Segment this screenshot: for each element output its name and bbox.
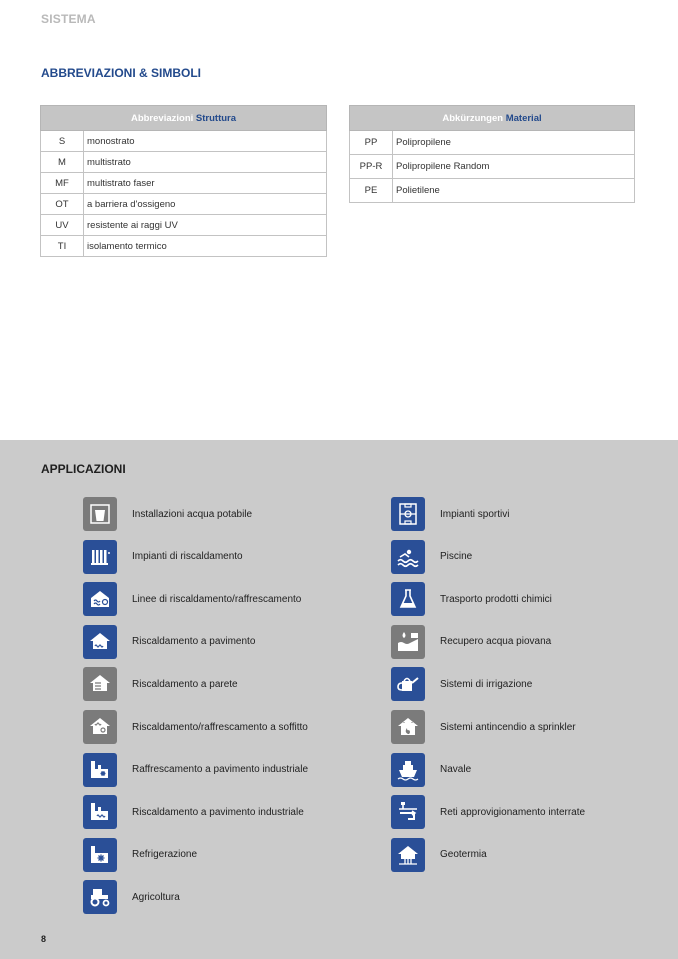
application-item — [83, 625, 255, 659]
application-label: Recupero acqua piovana — [440, 636, 552, 648]
application-item — [391, 582, 552, 616]
application-item — [83, 582, 301, 616]
application-label: Reti approvigionamento interrate — [440, 806, 586, 818]
application-label: Sistemi antincendio a sprinkler — [440, 721, 576, 733]
ceiling-heating-cooling-icon — [83, 710, 117, 744]
abbr-description: a barriera d'ossigeno — [84, 194, 327, 215]
table-row — [41, 236, 327, 257]
abbr-code: PE — [350, 179, 393, 203]
abbr-description: multistrato — [84, 152, 327, 173]
table-header-label: Abkürzungen — [442, 112, 504, 124]
abbr-description: isolamento termico — [84, 236, 327, 257]
abbr-code: MF — [41, 173, 84, 194]
application-label: Agricoltura — [132, 891, 180, 903]
table-header-row — [350, 106, 635, 131]
application-label: Riscaldamento a parete — [132, 678, 238, 690]
abbr-description: Polietilene — [393, 179, 635, 203]
application-item — [83, 753, 308, 787]
table-row — [350, 131, 635, 155]
table-header-label: Abbreviazioni — [130, 112, 194, 124]
refrigeration-icon — [83, 838, 117, 872]
abbr-description: Polipropilene Random — [393, 155, 635, 179]
structure-abbreviations-table — [40, 105, 327, 257]
rainwater-icon — [391, 625, 425, 659]
table-row — [41, 173, 327, 194]
application-label: Sistemi di irrigazione — [440, 678, 533, 690]
geothermal-icon — [391, 838, 425, 872]
heating-cooling-lines-icon — [83, 582, 117, 616]
tractor-icon — [83, 880, 117, 914]
application-item — [391, 753, 471, 787]
application-item — [391, 710, 576, 744]
application-label: Navale — [440, 764, 472, 776]
page-number: 8 — [41, 934, 47, 944]
material-abbreviations-table — [349, 105, 635, 203]
table-header-category: Material — [505, 112, 542, 124]
abbr-description: multistrato faser — [84, 173, 327, 194]
application-item — [83, 497, 252, 531]
application-item — [391, 540, 472, 574]
application-item — [83, 880, 180, 914]
chemical-flask-icon — [391, 582, 425, 616]
application-label: Riscaldamento/raffrescamento a soffitto — [132, 721, 308, 733]
watering-can-icon — [391, 667, 425, 701]
application-label: Impianti di riscaldamento — [132, 551, 243, 563]
application-item — [391, 667, 532, 701]
industrial-floor-cooling-icon — [83, 753, 117, 787]
application-label: Raffrescamento a pavimento industriale — [132, 764, 309, 776]
abbr-description: monostrato — [84, 131, 327, 152]
application-label: Trasporto prodotti chimici — [440, 593, 552, 605]
abbr-description: resistente ai raggi UV — [84, 215, 327, 236]
application-label: Piscine — [440, 551, 473, 563]
industrial-floor-heating-icon — [83, 795, 117, 829]
table-header — [350, 106, 635, 131]
table-header — [41, 106, 327, 131]
sports-field-icon — [391, 497, 425, 531]
abbr-code: S — [41, 131, 84, 152]
underground-network-icon — [391, 795, 425, 829]
table-row — [350, 155, 635, 179]
page-title: ABBREVIAZIONI & SIMBOLI — [41, 66, 202, 80]
application-label: Linee di riscaldamento/raffrescamento — [132, 593, 302, 605]
floor-heating-icon — [83, 625, 117, 659]
application-item — [391, 497, 509, 531]
radiator-icon — [83, 540, 117, 574]
abbr-code: PP — [350, 131, 393, 155]
table-row — [41, 194, 327, 215]
abbr-code: M — [41, 152, 84, 173]
table-header-category: Struttura — [195, 112, 237, 124]
application-item — [83, 540, 243, 574]
application-item — [83, 838, 197, 872]
application-item — [83, 795, 304, 829]
table-row — [41, 131, 327, 152]
application-label: Riscaldamento a pavimento — [132, 636, 256, 648]
swimming-pool-icon — [391, 540, 425, 574]
abbr-code: UV — [41, 215, 84, 236]
table-header-row — [41, 106, 327, 131]
abbr-code: OT — [41, 194, 84, 215]
ship-icon — [391, 753, 425, 787]
application-label: Refrigerazione — [132, 849, 198, 861]
application-item — [83, 667, 238, 701]
table-row — [41, 152, 327, 173]
application-label: Impianti sportivi — [440, 508, 510, 520]
abbr-description: Polipropilene — [393, 131, 635, 155]
wall-heating-icon — [83, 667, 117, 701]
table-row — [350, 179, 635, 203]
abbr-code: PP-R — [350, 155, 393, 179]
section-label: SISTEMA — [41, 12, 96, 26]
applications-title: APPLICAZIONI — [41, 462, 126, 476]
applications-panel — [0, 440, 678, 959]
table-row — [41, 215, 327, 236]
sprinkler-fire-icon — [391, 710, 425, 744]
drinking-water-icon — [83, 497, 117, 531]
application-label: Riscaldamento a pavimento industriale — [132, 806, 304, 818]
application-item — [391, 795, 585, 829]
application-item — [83, 710, 308, 744]
application-item — [391, 625, 551, 659]
application-label: Installazioni acqua potabile — [132, 508, 253, 520]
application-label: Geotermia — [440, 849, 487, 861]
application-item — [391, 838, 487, 872]
abbr-code: TI — [41, 236, 84, 257]
